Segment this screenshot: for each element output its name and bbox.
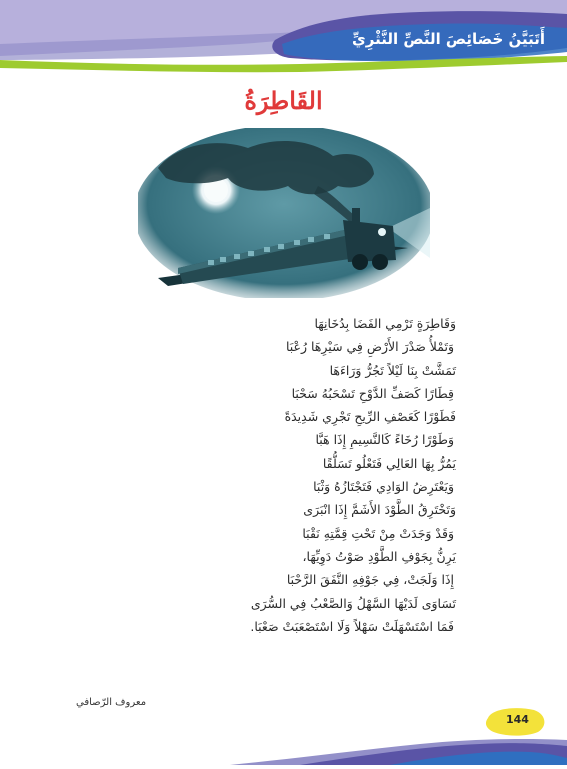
- verse-line: وَطَوْرًا رُخَاءً كَالنَّسِيمِ إِذَا هَبَّا: [315, 432, 454, 448]
- page-footer: [0, 700, 567, 765]
- verse: [96, 359, 456, 406]
- page-number: 144: [506, 713, 529, 726]
- train-illustration: [138, 128, 430, 298]
- verse: [96, 452, 456, 499]
- footer-wave: [0, 700, 567, 765]
- verse-line: تَمَشَّتْ بِنَا لَيْلاً تَجُرُّ وَرَاءَهَا: [329, 362, 456, 378]
- verse: [96, 592, 456, 639]
- verse-line: فَمَا اسْتَسْهَلَتْ سَهْلاً وَلَا اسْتَصْعَبَتْ صَعْبَا.: [250, 618, 454, 634]
- verse-line: فَطَوْرًا كَعَصْفِ الرِّيحِ تَجْرِي شَدِيدَةً: [284, 409, 456, 425]
- poem-author: معروف الرّصافي: [76, 697, 147, 708]
- verse-line: يَمُرُّ بِهَا العَالِي فَتَعْلُو تَسَلُّقًا: [322, 455, 456, 471]
- verse-line: تَسَاوَى لَدَيْهَا السَّهْلُ وَالصَّعْبُ فِي السُّرَى: [250, 595, 456, 611]
- verse-line: وَقَاطِرَةٍ تَرْمِي الفَضَا بِدُخَانِهَا: [314, 316, 456, 331]
- section-title: أَتَبَيَّنُ خَصَائِصَ النَّصِّ النَّثْرِيِّ: [352, 30, 545, 48]
- verse: [96, 545, 456, 592]
- verse: [96, 498, 456, 545]
- verse-line: وَقَدْ وَجَدَتْ مِنْ تَحْتِ قِمَّتِهِ نَقْبَا: [302, 525, 454, 541]
- poem-body: [96, 312, 456, 638]
- verse-line: وَيَعْتَرِضُ الوَادِي فَتَجْتَازُهُ وَثْبَا: [313, 479, 454, 495]
- verse-line: وَتَخْتَرِقُ الطَّوْدَ الأَشَمَّ إِذَا انْبَرَى: [303, 502, 456, 518]
- page-header: [0, 0, 567, 75]
- verse-line: يَرِنُّ بِجَوْفِ الطَّوْدِ صَوْتُ دَوِيِّهَا،: [302, 548, 456, 564]
- verse-line: إِذَا وَلَجَتْ، فِي جَوْفِهِ النَّفَقَ الرَّحْبَا: [286, 572, 454, 588]
- verse: [96, 405, 456, 452]
- verse: [96, 312, 456, 359]
- poem-title: القَاطِرَةُ: [244, 86, 323, 115]
- verse-line: قِطَارًا كَصَفِّ الدَّوْحِ تَسْحَبُهُ سَحْبَا: [291, 385, 454, 401]
- verse-line: وَتَمْلأُ صَدْرَ الأَرْضِ فِي سَيْرِهَا رُعْبَا: [285, 339, 454, 355]
